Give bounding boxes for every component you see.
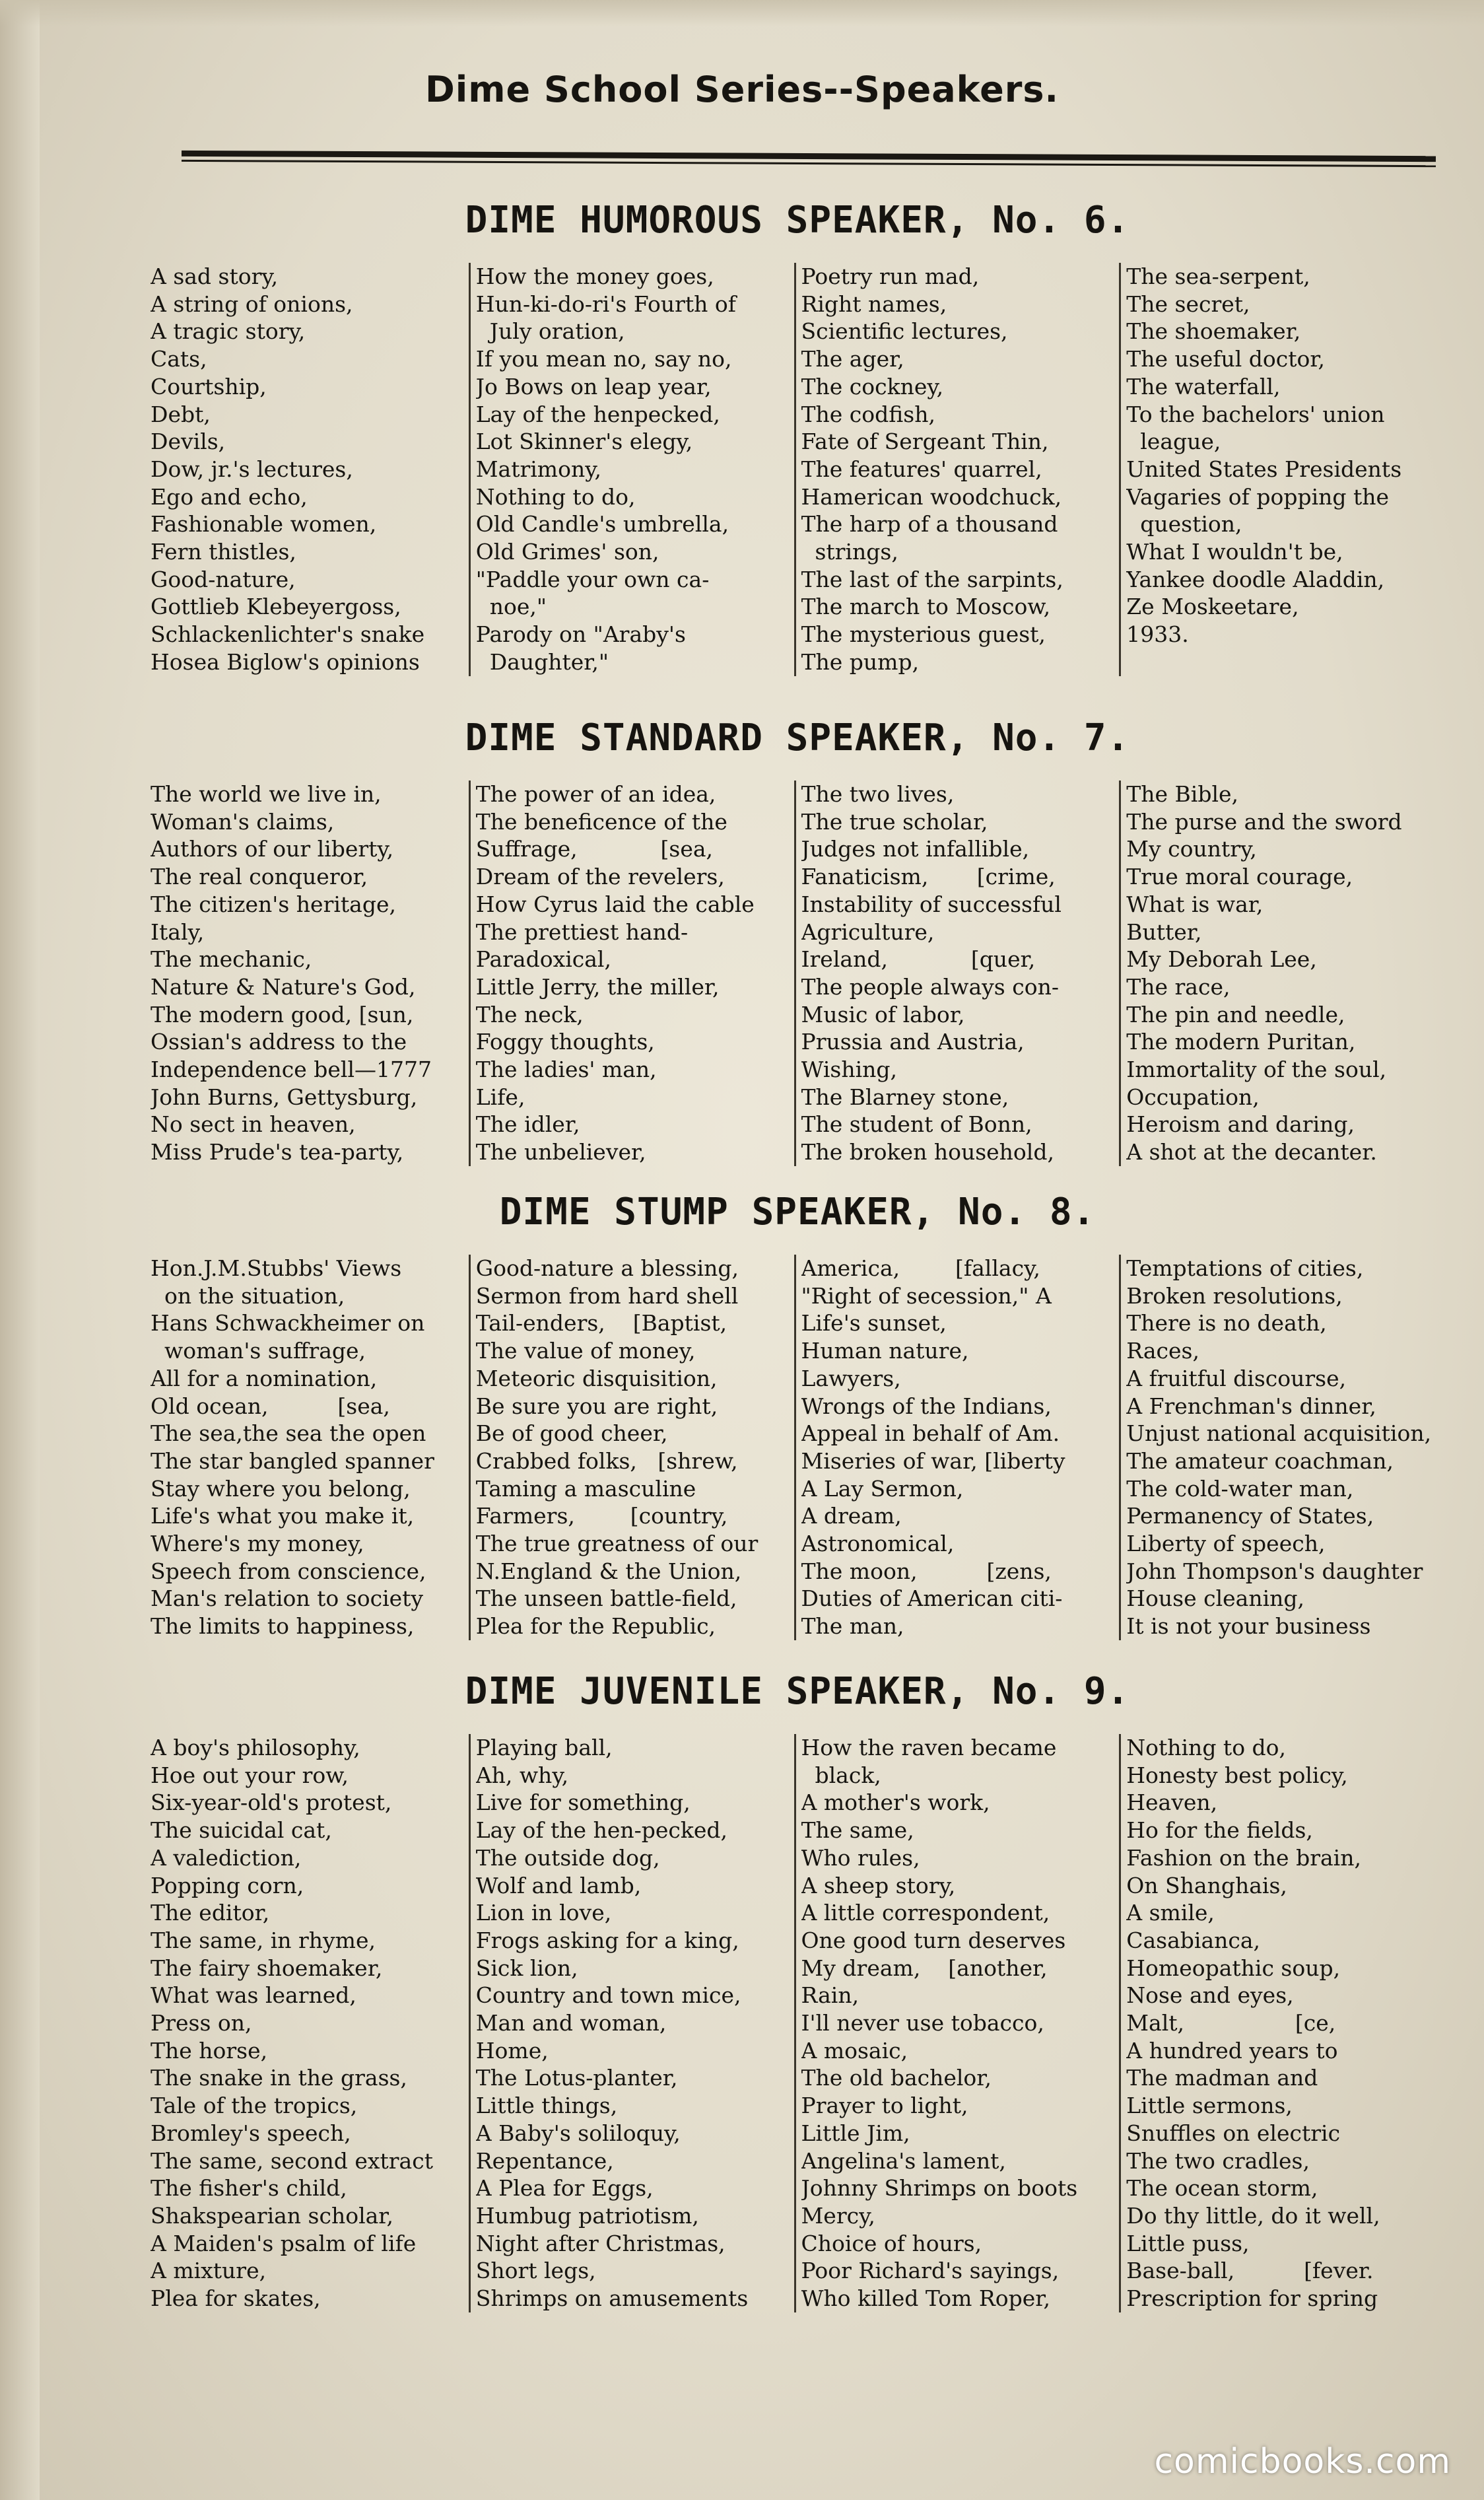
list-item: The modern good, [sun,	[151, 1001, 414, 1027]
list-item: noe,"	[475, 594, 547, 620]
list-item: "Paddle your own ca-	[475, 566, 710, 592]
list-item: A mother's work,	[801, 1789, 990, 1816]
column-2	[469, 781, 794, 1166]
list-item: Little Jim,	[801, 2120, 910, 2146]
list-item: The march to Moscow,	[801, 594, 1051, 620]
list-item: The madman and	[1126, 2065, 1318, 2091]
list-item: The race,	[1126, 973, 1231, 1000]
section-columns	[151, 1255, 1444, 1640]
list-item: Woman's claims,	[151, 808, 335, 835]
list-item: Prussia and Austria,	[801, 1029, 1025, 1055]
list-item: Farmers, [country,	[475, 1503, 728, 1529]
list-item: Astronomical,	[801, 1531, 955, 1557]
list-item: The real conqueror,	[151, 864, 368, 890]
list-item: Man and woman,	[475, 2010, 667, 2036]
list-item: Independence bell—1777	[151, 1057, 432, 1083]
list-item: Ego and echo,	[151, 483, 308, 510]
section-stump-speaker	[151, 1187, 1444, 1640]
list-item: Yankee doodle Aladdin,	[1126, 566, 1385, 592]
list-item: The star bangled spanner	[151, 1447, 434, 1474]
list-item: Nose and eyes,	[1126, 1982, 1294, 2009]
list-item: Life's sunset,	[801, 1310, 947, 1337]
list-item: Tale of the tropics,	[151, 2093, 358, 2119]
list-item: Paradoxical,	[475, 946, 611, 973]
list-item: The people always con-	[801, 973, 1059, 1000]
list-item: A sad story,	[151, 263, 279, 289]
list-item: Music of labor,	[801, 1001, 965, 1027]
list-item: Fanaticism, [crime,	[801, 864, 1056, 890]
list-item: Old Candle's umbrella,	[475, 511, 729, 538]
list-item: A little correspondent,	[801, 1900, 1050, 1926]
list-item: Stay where you belong,	[151, 1475, 411, 1502]
column-4	[1119, 1255, 1444, 1640]
list-item: Hun-ki-do-ri's Fourth of	[475, 291, 736, 317]
list-item: To the bachelors' union	[1126, 401, 1385, 427]
list-item: How the money goes,	[475, 263, 714, 289]
list-item: A tragic story,	[151, 318, 306, 345]
list-item: A smile,	[1126, 1900, 1215, 1926]
list-item: United States Presidents	[1126, 456, 1402, 482]
list-item: Judges not infallible,	[801, 836, 1030, 862]
list-item: Poetry run mad,	[801, 263, 980, 289]
list-item: The true scholar,	[801, 808, 988, 835]
section-title: DIME JUVENILE SPEAKER, No. 9.	[465, 1670, 1130, 1713]
list-item: Lay of the henpecked,	[475, 401, 720, 427]
list-item: Parody on "Araby's	[475, 621, 686, 648]
list-item: The two cradles,	[1126, 2147, 1310, 2174]
list-item: Johnny Shrimps on boots	[801, 2175, 1078, 2202]
list-item: Prayer to light,	[801, 2093, 968, 2119]
column-4	[1119, 263, 1444, 676]
list-item: Heroism and daring,	[1126, 1111, 1355, 1138]
list-item: Taming a masculine	[475, 1475, 696, 1502]
list-item: Life's what you make it,	[151, 1503, 415, 1529]
list-item: The sea-serpent,	[1126, 263, 1310, 289]
column-3	[794, 781, 1120, 1166]
list-item: Six-year-old's protest,	[151, 1789, 392, 1816]
section-columns	[151, 263, 1444, 676]
list-item: Repentance,	[475, 2147, 614, 2174]
list-item: Human nature,	[801, 1338, 969, 1364]
list-item: The world we live in,	[151, 781, 382, 807]
list-item: The student of Bonn,	[801, 1111, 1032, 1138]
column-1	[151, 1734, 469, 2312]
list-item: Permanency of States,	[1126, 1503, 1374, 1529]
list-item: Hosea Biglow's opinions	[151, 648, 420, 675]
column-4	[1119, 1734, 1444, 2312]
list-item: The limits to happiness,	[151, 1613, 415, 1640]
list-item: The waterfall,	[1126, 373, 1281, 399]
list-item: The mechanic,	[151, 946, 312, 973]
list-item: The harp of a thousand	[801, 511, 1058, 538]
list-item: Daughter,"	[475, 648, 609, 675]
list-item: Honesty best policy,	[1126, 1762, 1348, 1788]
list-item: Appeal in behalf of Am.	[801, 1420, 1060, 1447]
list-item: The amateur coachman,	[1126, 1447, 1394, 1474]
list-item: Authors of our liberty,	[151, 836, 394, 862]
list-item: Where's my money,	[151, 1531, 364, 1557]
list-item: The old bachelor,	[801, 2065, 992, 2091]
list-item: Plea for skates,	[151, 2285, 321, 2312]
list-item: Snuffles on electric	[1126, 2120, 1341, 2146]
list-item: Country and town mice,	[475, 1982, 741, 2009]
list-item: Immortality of the soul,	[1126, 1057, 1387, 1083]
list-item: A sheep story,	[801, 1872, 956, 1898]
list-item: Debt,	[151, 401, 211, 427]
list-item: A Lay Sermon,	[801, 1475, 964, 1502]
list-item: The cold-water man,	[1126, 1475, 1354, 1502]
list-item: What was learned,	[151, 1982, 356, 2009]
list-item: The Bible,	[1126, 781, 1239, 807]
list-item: The Blarney stone,	[801, 1084, 1009, 1110]
list-item: The prettiest hand-	[475, 919, 689, 945]
list-item: America, [fallacy,	[801, 1255, 1040, 1281]
list-item: Duties of American citi-	[801, 1585, 1063, 1612]
list-item: Devils,	[151, 429, 226, 455]
list-item: July oration,	[475, 318, 625, 345]
list-item: A mixture,	[151, 2258, 267, 2284]
section-title: DIME HUMOROUS SPEAKER, No. 6.	[465, 199, 1130, 242]
column-1	[151, 263, 469, 676]
list-item: No sect in heaven,	[151, 1111, 356, 1138]
list-item: league,	[1126, 429, 1221, 455]
list-item: A hundred years to	[1126, 2037, 1338, 2064]
list-item: The two lives,	[801, 781, 955, 807]
list-item: Nature & Nature's God,	[151, 973, 416, 1000]
paper-edge	[0, 0, 40, 2500]
list-item: The value of money,	[475, 1338, 696, 1364]
list-item: Meteoric disquisition,	[475, 1365, 718, 1391]
list-item: Little Jerry, the miller,	[475, 973, 720, 1000]
list-item: Broken resolutions,	[1126, 1282, 1343, 1309]
list-item: Man's relation to society	[151, 1585, 424, 1612]
list-item: Be sure you are right,	[475, 1393, 718, 1419]
list-item: Suffrage, [sea,	[475, 836, 714, 862]
section-juvenile-speaker	[151, 1667, 1444, 2312]
list-item: Short legs,	[475, 2258, 596, 2284]
list-item: The modern Puritan,	[1126, 1029, 1356, 1055]
list-item: The shoemaker,	[1126, 318, 1301, 345]
list-item: The moon, [zens,	[801, 1558, 1052, 1584]
list-item: Hamerican woodchuck,	[801, 483, 1062, 510]
list-item: Italy,	[151, 919, 205, 945]
list-item: John Burns, Gettysburg,	[151, 1084, 418, 1110]
list-item: Base-ball, [fever.	[1126, 2258, 1374, 2284]
list-item: Scientific lectures,	[801, 318, 1008, 345]
list-item: Occupation,	[1126, 1084, 1260, 1110]
section-columns	[151, 781, 1444, 1166]
list-item: Angelina's lament,	[801, 2147, 1006, 2174]
list-item: Little puss,	[1126, 2230, 1250, 2256]
list-item: Jo Bows on leap year,	[475, 373, 712, 399]
list-item: A Plea for Eggs,	[475, 2175, 654, 2202]
list-item: The editor,	[151, 1900, 270, 1926]
section-humorous-speaker	[151, 195, 1444, 676]
list-item: Popping corn,	[151, 1872, 304, 1898]
column-1	[151, 781, 469, 1166]
list-item: The idler,	[475, 1111, 580, 1138]
list-item: Little things,	[475, 2093, 618, 2119]
list-item: Wrongs of the Indians,	[801, 1393, 1052, 1419]
list-item: black,	[801, 1762, 881, 1788]
list-item: A boy's philosophy,	[151, 1735, 360, 1760]
list-item: My country,	[1126, 836, 1257, 862]
list-item: Miseries of war, [liberty	[801, 1447, 1065, 1474]
column-3	[794, 1255, 1120, 1640]
list-item: On Shanghais,	[1126, 1872, 1287, 1898]
column-1	[151, 1255, 469, 1640]
list-item: Rain,	[801, 1982, 860, 2009]
list-item: A string of onions,	[151, 291, 353, 317]
list-item: 1933.	[1126, 621, 1189, 648]
list-item: My dream, [another,	[801, 1955, 1048, 1981]
list-item: The pin and needle,	[1126, 1001, 1345, 1027]
list-item: Choice of hours,	[801, 2230, 982, 2256]
list-item: The purse and the sword	[1126, 808, 1402, 835]
list-item: The ocean storm,	[1126, 2175, 1318, 2202]
section-title: DIME STUMP SPEAKER, No. 8.	[499, 1191, 1096, 1233]
watermark-text: comicbooks.com	[1154, 2442, 1451, 2482]
list-item: Nothing to do,	[1126, 1735, 1287, 1760]
list-item: The unseen battle-field,	[475, 1585, 737, 1612]
list-item: Unjust national acquisition,	[1126, 1420, 1432, 1447]
list-item: Matrimony,	[475, 456, 601, 482]
list-item: Homeopathic soup,	[1126, 1955, 1341, 1981]
list-item: Hoe out your row,	[151, 1762, 349, 1788]
list-item: Sick lion,	[475, 1955, 578, 1981]
list-item: The power of an idea,	[475, 781, 716, 807]
list-item: The Lotus-planter,	[475, 2065, 678, 2091]
list-item: All for a nomination,	[151, 1365, 378, 1391]
list-item: Liberty of speech,	[1126, 1531, 1326, 1557]
list-item: The suicidal cat,	[151, 1817, 332, 1844]
list-item: The outside dog,	[475, 1844, 660, 1871]
column-3	[794, 263, 1120, 676]
list-item: It is not your business	[1126, 1613, 1371, 1640]
list-item: The features' quarrel,	[801, 456, 1042, 482]
section-columns	[151, 1734, 1444, 2312]
list-item: The fisher's child,	[151, 2175, 347, 2202]
list-item: A Maiden's psalm of life	[151, 2230, 417, 2256]
list-item: I'll never use tobacco,	[801, 2010, 1044, 2036]
list-item: Ireland, [quer,	[801, 946, 1036, 973]
list-item: Ho for the fields,	[1126, 1817, 1313, 1844]
list-item: Prescription for spring	[1126, 2285, 1378, 2312]
list-item: Tail-enders, [Baptist,	[475, 1310, 727, 1337]
list-item: Mercy,	[801, 2202, 875, 2229]
list-item: The secret,	[1126, 291, 1250, 317]
list-item: A dream,	[801, 1503, 902, 1529]
list-item: The cockney,	[801, 373, 944, 399]
list-item: Poor Richard's sayings,	[801, 2258, 1060, 2284]
list-item: woman's suffrage,	[151, 1338, 366, 1364]
list-item: Who rules,	[801, 1844, 920, 1871]
list-item: The pump,	[801, 648, 920, 675]
list-item: Life,	[475, 1084, 525, 1110]
list-item: One good turn deserves	[801, 1927, 1066, 1953]
column-2	[469, 1734, 794, 2312]
list-item: Gottlieb Klebeyergoss,	[151, 594, 401, 620]
list-item: My Deborah Lee,	[1126, 946, 1317, 973]
list-item: The true greatness of our	[475, 1531, 759, 1557]
list-item: Wishing,	[801, 1057, 898, 1083]
list-item: How the raven became	[801, 1735, 1057, 1760]
list-item: A shot at the decanter.	[1126, 1139, 1377, 1165]
list-item: Fate of Sergeant Thin,	[801, 429, 1049, 455]
list-item: The same,	[801, 1817, 914, 1844]
list-item: House cleaning,	[1126, 1585, 1305, 1612]
list-item: Sermon from hard shell	[475, 1282, 739, 1309]
list-item: Ossian's address to the	[151, 1029, 407, 1055]
list-item: Old ocean, [sea,	[151, 1393, 390, 1419]
list-item: Ah, why,	[475, 1762, 569, 1788]
list-item: The ladies' man,	[475, 1057, 657, 1083]
list-item: Shrimps on amusements	[475, 2285, 749, 2312]
list-item: A fruitful discourse,	[1126, 1365, 1347, 1391]
list-item: The last of the sarpints,	[801, 566, 1063, 592]
list-item: The sea,the sea the open	[151, 1420, 426, 1447]
list-item: Who killed Tom Roper,	[801, 2285, 1050, 2312]
list-item: "Right of secession," A	[801, 1282, 1052, 1309]
list-item: Miss Prude's tea-party,	[151, 1139, 404, 1165]
list-item: The codfish,	[801, 401, 935, 427]
list-item: on the situation,	[151, 1282, 345, 1309]
paper-edge-top	[0, 0, 1484, 26]
list-item: Bromley's speech,	[151, 2120, 351, 2146]
list-item: Little sermons,	[1126, 2093, 1293, 2119]
list-item: Speech from conscience,	[151, 1558, 426, 1584]
list-item: Schlackenlichter's snake	[151, 621, 425, 648]
list-item: Plea for the Republic,	[475, 1613, 716, 1640]
list-item: Fashion on the brain,	[1126, 1844, 1361, 1871]
list-item: The fairy shoemaker,	[151, 1955, 383, 1981]
list-item: Nothing to do,	[475, 483, 636, 510]
list-item: Shakspearian scholar,	[151, 2202, 393, 2229]
list-item: Lawyers,	[801, 1365, 901, 1391]
list-item: Wolf and lamb,	[475, 1872, 642, 1898]
list-item: Agriculture,	[801, 919, 935, 945]
list-item: True moral courage,	[1126, 864, 1353, 890]
list-item: The citizen's heritage,	[151, 891, 396, 917]
list-item: John Thompson's daughter	[1126, 1558, 1423, 1584]
section-title: DIME STANDARD SPEAKER, No. 7.	[465, 716, 1130, 759]
list-item: The ager,	[801, 346, 904, 372]
column-3	[794, 1734, 1120, 2312]
list-item: A Frenchman's dinner,	[1126, 1393, 1376, 1419]
list-item: What I wouldn't be,	[1126, 539, 1343, 565]
list-item: Temptations of cities,	[1126, 1255, 1364, 1281]
list-item: The useful doctor,	[1126, 346, 1326, 372]
list-item: Lay of the hen-pecked,	[475, 1817, 728, 1844]
list-item: Frogs asking for a king,	[475, 1927, 739, 1953]
list-item: What is war,	[1126, 891, 1264, 917]
list-item: Humbug patriotism,	[475, 2202, 699, 2229]
list-item: The same, second extract	[151, 2147, 433, 2174]
list-item: Do thy little, do it well,	[1126, 2202, 1380, 2229]
list-item: Vagaries of popping the	[1126, 483, 1390, 510]
list-item: Races,	[1126, 1338, 1199, 1364]
column-2	[469, 263, 794, 676]
list-item: Cats,	[151, 346, 207, 372]
list-item: Fern thistles,	[151, 539, 296, 565]
list-item: Old Grimes' son,	[475, 539, 659, 565]
list-item: Be of good cheer,	[475, 1420, 668, 1447]
list-item: The neck,	[475, 1001, 584, 1027]
list-item: The man,	[801, 1613, 904, 1640]
list-item: A Baby's soliloquy,	[475, 2120, 681, 2146]
list-item: Right names,	[801, 291, 947, 317]
section-standard-speaker	[151, 713, 1444, 1166]
list-item: A mosaic,	[801, 2037, 908, 2064]
list-item: Press on,	[151, 2010, 252, 2036]
list-item: Night after Christmas,	[475, 2230, 725, 2256]
list-item: Malt, [ce,	[1126, 2010, 1336, 2036]
list-item: The mysterious guest,	[801, 621, 1046, 648]
list-item: If you mean no, say no,	[475, 346, 732, 372]
list-item: Instability of successful	[801, 891, 1062, 917]
list-item: Lot Skinner's elegy,	[475, 429, 693, 455]
column-4	[1119, 781, 1444, 1166]
list-item: The unbeliever,	[475, 1139, 646, 1165]
list-item: Good-nature,	[151, 566, 296, 592]
list-item: There is no death,	[1126, 1310, 1327, 1337]
list-item: Ze Moskeetare,	[1126, 594, 1299, 620]
list-item: Casabianca,	[1126, 1927, 1261, 1953]
list-item: A valediction,	[151, 1844, 302, 1871]
list-item: Dream of the revelers,	[475, 864, 725, 890]
list-item: Home,	[475, 2037, 549, 2064]
list-item: The broken household,	[801, 1139, 1054, 1165]
list-item: question,	[1126, 511, 1242, 538]
list-item: Courtship,	[151, 373, 267, 399]
list-item: Crabbed folks, [shrew,	[475, 1447, 738, 1474]
list-item: N.England & the Union,	[475, 1558, 742, 1584]
series-header: Dime School Series--Speakers.	[424, 69, 1060, 110]
list-item: Hans Schwackheimer on	[151, 1310, 425, 1337]
list-item: Fashionable women,	[151, 511, 377, 538]
column-2	[469, 1255, 794, 1640]
list-item: The same, in rhyme,	[151, 1927, 376, 1953]
list-item: Heaven,	[1126, 1789, 1218, 1816]
list-item: The snake in the grass,	[151, 2065, 407, 2091]
list-item: How Cyrus laid the cable	[475, 891, 755, 917]
list-item: Butter,	[1126, 919, 1202, 945]
list-item: Playing ball,	[475, 1735, 613, 1760]
list-item: Hon.J.M.Stubbs' Views	[151, 1255, 402, 1281]
list-item: Live for something,	[475, 1789, 691, 1816]
list-item: The beneficence of the	[475, 808, 727, 835]
list-item: Foggy thoughts,	[475, 1029, 655, 1055]
list-item: The horse,	[151, 2037, 268, 2064]
list-item: strings,	[801, 539, 898, 565]
list-item: Good-nature a blessing,	[475, 1255, 739, 1281]
list-item: Lion in love,	[475, 1900, 612, 1926]
list-item: Dow, jr.'s lectures,	[151, 456, 353, 482]
